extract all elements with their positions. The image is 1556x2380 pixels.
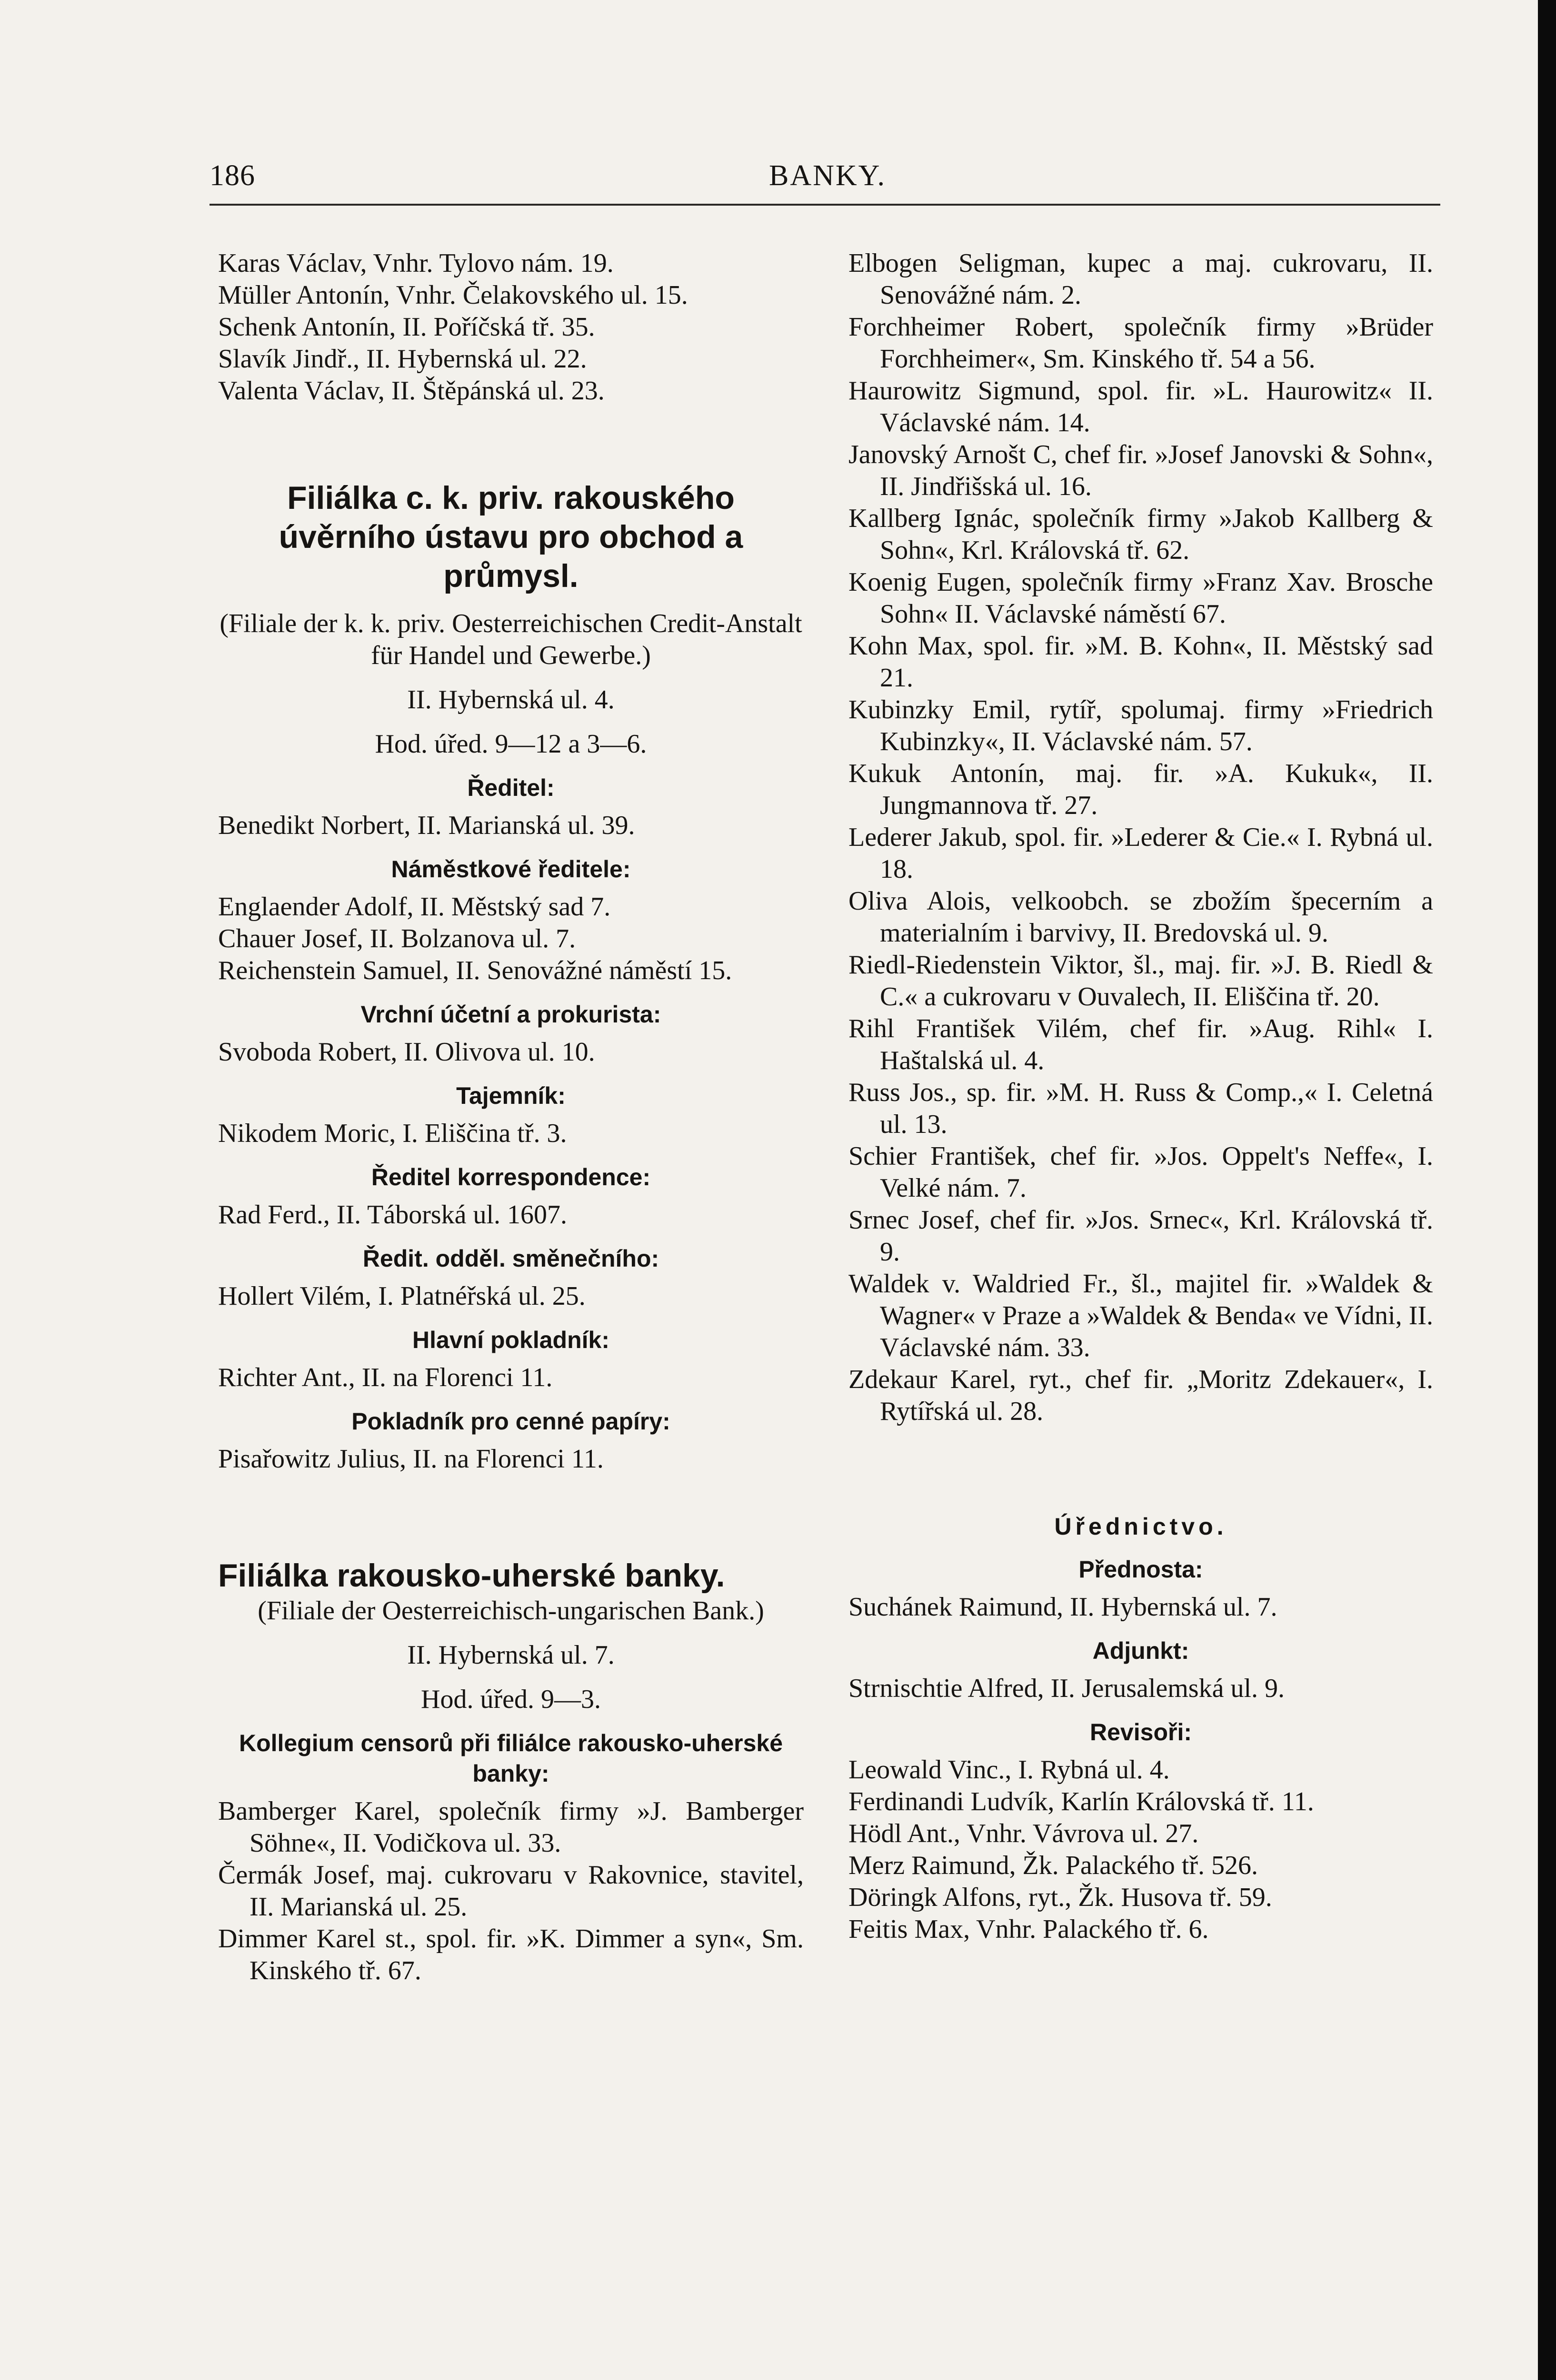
subheading-namestkove: Náměstkové ředitele: — [391, 856, 631, 883]
list-item: Leowald Vinc., I. Rybná ul. 4. — [848, 1755, 1170, 1785]
list-item: Oliva Alois, velkoobch. se zbožím špecerním a materialním i barvivy, II. Bredovská ul. 9. — [848, 886, 1433, 948]
list-item: Englaender Adolf, II. Městský sad 7. — [218, 892, 611, 922]
section-gap — [218, 1475, 804, 1556]
list-item: Russ Jos., sp. fir. »M. H. Russ & Comp.,« I. Celetná ul. 13. — [848, 1078, 1433, 1139]
list-item: Slavík Jindř., II. Hybernská ul. 22. — [218, 344, 587, 374]
left-column — [218, 248, 804, 1987]
subheading-prednosta: Přednosta: — [1078, 1556, 1203, 1583]
subheading-ucetni: Vrchní účetní a prokurista: — [360, 1001, 661, 1028]
subheading-urednictvo: Úřednictvo. — [1054, 1513, 1227, 1540]
running-title: BANKY. — [769, 159, 886, 192]
list-item: Reichenstein Samuel, II. Senovážné náměstí 15. — [218, 956, 732, 985]
section-gap — [218, 595, 804, 608]
list-item: Kubinzky Emil, rytíř, spolumaj. firmy »Friedrich Kubinzky«, II. Václavské nám. 57. — [848, 695, 1433, 756]
list-item: Karas Václav, Vnhr. Tylovo nám. 19. — [218, 248, 614, 278]
subheading-kollegium: Kollegium censorů při filiálce rakousko-uherské banky: — [239, 1730, 783, 1787]
list-item: Strnischtie Alfred, II. Jerusalemská ul. 9. — [848, 1674, 1285, 1703]
subheading-reditel: Ředitel: — [467, 774, 555, 801]
section-gap — [218, 407, 804, 478]
list-item: Pisařowitz Julius, II. na Florenci 11. — [218, 1444, 604, 1474]
subheading-smenecni: Ředit. odděl. směnečního: — [362, 1245, 659, 1272]
list-item: Čermák Josef, maj. cukrovaru v Rakovnice, stavitel, II. Marianská ul. 25. — [218, 1860, 804, 1922]
list-item: Kallberg Ignác, společník firmy »Jakob Kallberg & Sohn«, Krl. Královská tř. 62. — [848, 504, 1433, 565]
subheading-revisori: Revisoři: — [1090, 1719, 1192, 1745]
list-item: Svoboda Robert, II. Olivova ul. 10. — [218, 1037, 595, 1067]
list-item: Haurowitz Sigmund, spol. fir. »L. Haurowitz« II. Václavské nám. 14. — [848, 376, 1433, 437]
list-item: Waldek v. Waldried Fr., šl., majitel fir. »Waldek & Wagner« v Praze a »Waldek & Benda« ve Vídni, II. Václavské nám. 33. — [848, 1269, 1433, 1362]
list-item: Chauer Josef, II. Bolzanova ul. 7. — [218, 924, 576, 953]
list-item: Valenta Václav, II. Štěpánská ul. 23. — [218, 376, 605, 406]
office-hours: Hod. úřed. 9—3. — [421, 1685, 601, 1714]
section-gap — [848, 1428, 1433, 1499]
list-item: Srnec Josef, chef fir. »Jos. Srnec«, Krl. Královská tř. 9. — [848, 1205, 1433, 1267]
list-item: Suchánek Raimund, II. Hybernská ul. 7. — [848, 1592, 1277, 1622]
page-header — [209, 153, 1440, 201]
list-item: Schenk Antonín, II. Poříčská tř. 35. — [218, 312, 595, 342]
subheading-tajemnik: Tajemník: — [456, 1082, 566, 1109]
section-address: II. Hybernská ul. 4. — [407, 685, 615, 714]
section-title-rakousko-uherska-banka: Filiálka rakousko-uherské banky. — [218, 1557, 725, 1594]
subheading-korespondence: Ředitel korrespondence: — [371, 1164, 651, 1190]
list-item: Rad Ferd., II. Táborská ul. 1607. — [218, 1200, 568, 1230]
list-item: Schier František, chef fir. »Jos. Oppelt's Neffe«, I. Velké nám. 7. — [848, 1141, 1433, 1203]
list-item: Ferdinandi Ludvík, Karlín Královská tř. 11. — [848, 1787, 1314, 1816]
scan-edge — [1538, 0, 1556, 2380]
page-number: 186 — [209, 159, 255, 192]
subheading-papiry: Pokladník pro cenné papíry: — [351, 1408, 670, 1435]
list-item: Hödl Ant., Vnhr. Vávrova ul. 27. — [848, 1819, 1199, 1848]
list-item: Müller Antonín, Vnhr. Čelakovského ul. 15. — [218, 280, 688, 310]
section-subtitle: (Filiale der Oesterreichisch-ungarischen Bank.) — [258, 1596, 764, 1626]
list-item: Bamberger Karel, společník firmy »J. Bamberger Söhne«, II. Vodičkova ul. 33. — [218, 1796, 804, 1858]
list-item: Janovský Arnošt C, chef fir. »Josef Janovski & Sohn«, II. Jindřišská ul. 16. — [848, 440, 1433, 501]
header-rule — [209, 204, 1440, 206]
list-item: Koenig Eugen, společník firmy »Franz Xav. Brosche Sohn« II. Václavské náměstí 67. — [848, 567, 1433, 629]
list-item: Dimmer Karel st., spol. fir. »K. Dimmer a syn«, Sm. Kinského tř. 67. — [218, 1924, 804, 1985]
section-address: II. Hybernská ul. 7. — [407, 1640, 615, 1670]
section-gap — [218, 1671, 804, 1684]
list-item: Feitis Max, Vnhr. Palackého tř. 6. — [848, 1914, 1209, 1944]
list-item: Hollert Vilém, I. Platnéřská ul. 25. — [218, 1281, 586, 1311]
list-item: Döringk Alfons, ryt., Žk. Husova tř. 59. — [848, 1883, 1272, 1912]
list-item: Kukuk Antonín, maj. fir. »A. Kukuk«, II. Jungmannova tř. 27. — [848, 759, 1433, 820]
list-item: Nikodem Moric, I. Eliščina tř. 3. — [218, 1119, 567, 1148]
list-item: Forchheimer Robert, společník firmy »Brüder Forchheimer«, Sm. Kinského tř. 54 a 56. — [848, 312, 1433, 374]
subheading-adjunkt: Adjunkt: — [1092, 1637, 1189, 1664]
list-item: Rihl František Vilém, chef fir. »Aug. Rihl« I. Haštalská ul. 4. — [848, 1014, 1433, 1075]
section-gap — [218, 716, 804, 728]
section-gap — [218, 1627, 804, 1639]
list-item: Lederer Jakub, spol. fir. »Lederer & Cie.« I. Rybná ul. 18. — [848, 823, 1433, 884]
office-hours: Hod. úřed. 9—12 a 3—6. — [375, 729, 647, 759]
subheading-pokladnik: Hlavní pokladník: — [412, 1327, 609, 1353]
section-title-creditanstalt: Filiálka c. k. priv. rakouského úvěrního ústavu pro obchod a průmysl. — [279, 480, 743, 594]
list-item: Zdekaur Karel, ryt., chef fir. „Moritz Zdekauer«, I. Rytířská ul. 28. — [848, 1365, 1433, 1426]
list-item: Kohn Max, spol. fir. »M. B. Kohn«, II. Městský sad 21. — [848, 631, 1433, 693]
right-column — [848, 248, 1433, 1945]
list-item: Richter Ant., II. na Florenci 11. — [218, 1363, 553, 1392]
list-item: Elbogen Seligman, kupec a maj. cukrovaru, II. Senovážné nám. 2. — [848, 248, 1433, 310]
section-gap — [218, 672, 804, 684]
list-item: Benedikt Norbert, II. Marianská ul. 39. — [218, 811, 635, 840]
list-item: Riedl-Riedenstein Viktor, šl., maj. fir. »J. B. Riedl & C.« a cukrovaru v Ouvalech, II. Eliščina tř. 20. — [848, 950, 1433, 1012]
section-subtitle: (Filiale der k. k. priv. Oesterreichischen Credit-Anstalt für Handel und Gewerbe.) — [219, 609, 802, 670]
list-item: Merz Raimund, Žk. Palackého tř. 526. — [848, 1851, 1258, 1880]
